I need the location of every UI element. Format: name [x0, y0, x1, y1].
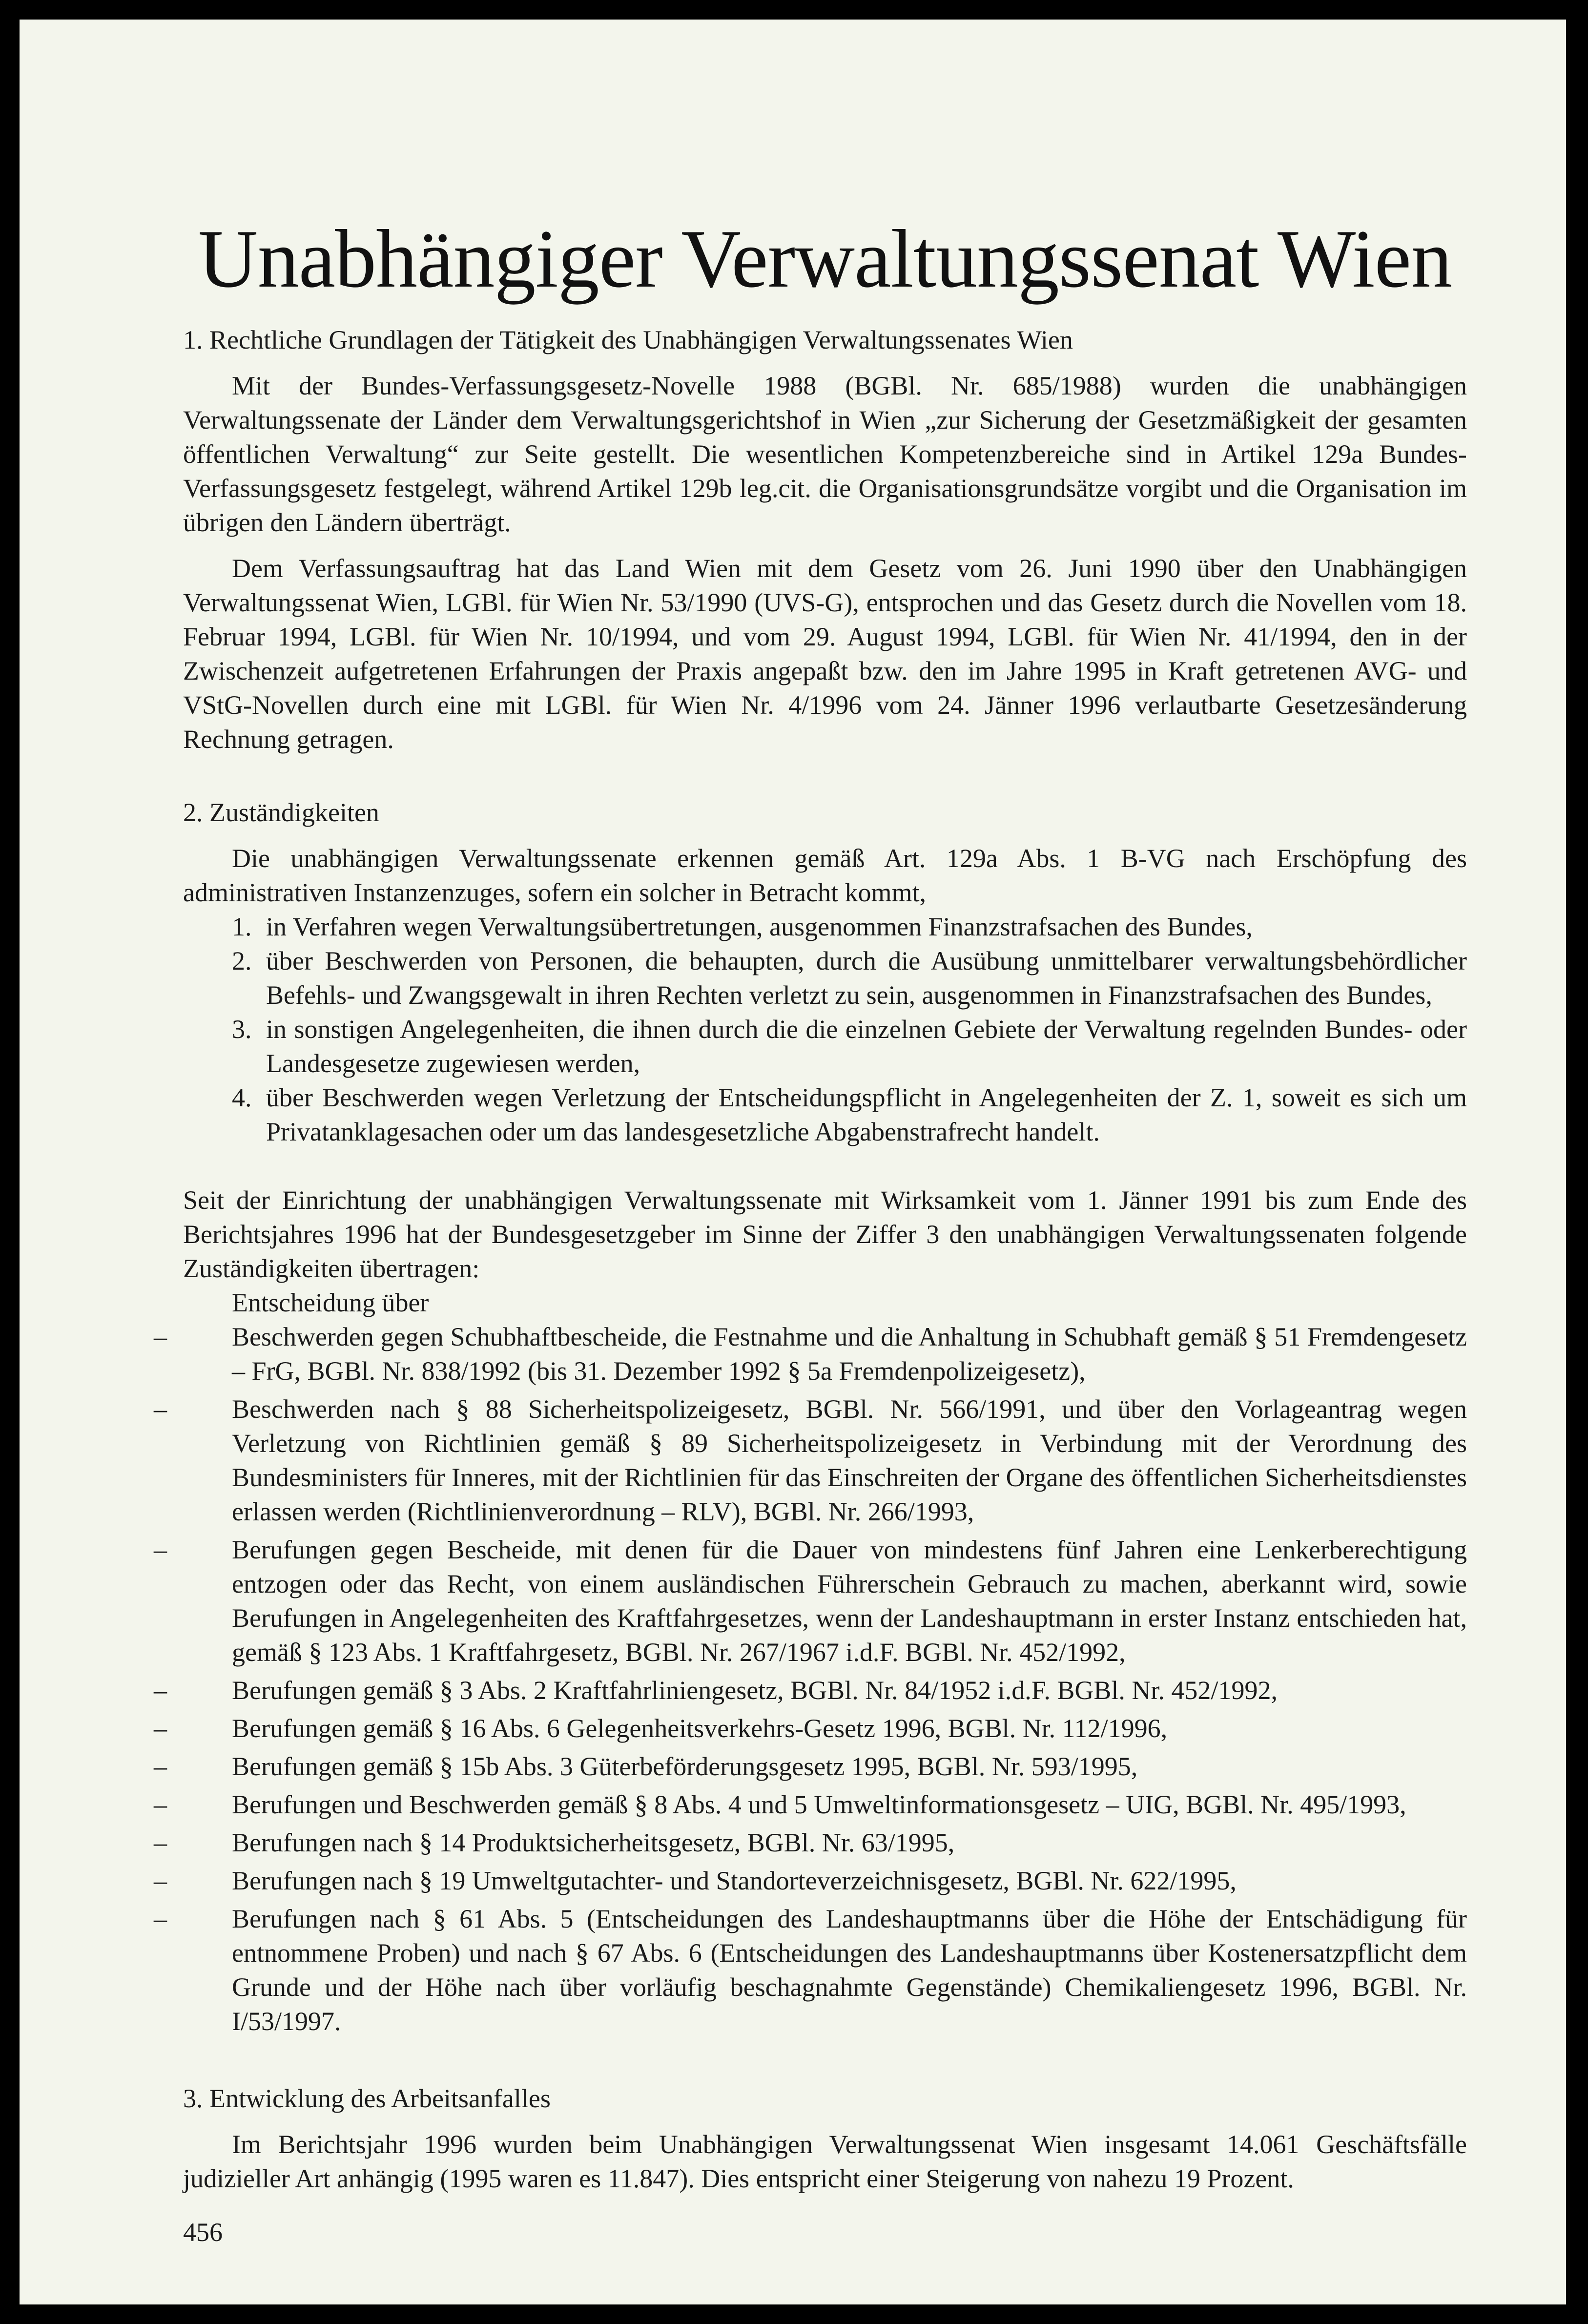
section-2-intro: Die unabhängigen Verwaltungssenate erkennen gemäß Art. 129a Abs. 1 B-VG nach Erschöpfung des administrativen Instanzenzuges, sofern ein solcher in Betracht kommt,: [183, 844, 1467, 907]
page-content: [154, 212, 1467, 2249]
list-item: [154, 1826, 1467, 1860]
page-title: Unabhängiger Verwaltungssenat Wien: [198, 213, 1452, 305]
list-item-text: Berufungen nach § 19 Umweltgutachter- und Standorteverzeichnisgesetz, BGBl. Nr. 622/1995,: [232, 1866, 1237, 1895]
section-2-heading: 2. Zuständigkeiten: [183, 798, 379, 827]
competence-item: [183, 944, 1467, 1012]
list-item-text: Berufungen gemäß § 15b Abs. 3 Güterbeförderungsgesetz 1995, BGBl. Nr. 593/1995,: [232, 1752, 1138, 1781]
competence-item: [183, 1080, 1467, 1149]
list-item-text: Beschwerden gegen Schubhaftbescheide, die Festnahme und die Anhaltung in Schubhaft gemäß § 51 Fremdengesetz – FrG, BGBl. Nr. 838/1992 (bis 31. Dezember 1992 § 5a Fremdenpolizeigesetz),: [232, 1322, 1467, 1386]
section-3-paragraph: Im Berichtsjahr 1996 wurden beim Unabhängigen Verwaltungssenat Wien insgesamt 14.061 Geschäftsfälle judizieller Art anhängig (1995 waren es 11.847). Dies entspricht einer Steigerung von nahezu 19 Prozent.: [183, 2130, 1467, 2193]
item-text: in Verfahren wegen Verwaltungsübertretungen, ausgenommen Finanzstrafsachen des Bundes,: [266, 912, 1253, 941]
list-item-text: Berufungen gemäß § 3 Abs. 2 Kraftfahrliniengesetz, BGBl. Nr. 84/1952 i.d.F. BGBl. Nr. 452/1992,: [232, 1676, 1278, 1705]
item-number: 4.: [232, 1083, 252, 1112]
list-item: [154, 1787, 1467, 1822]
dash-bullet: –: [154, 1904, 167, 1933]
competence-item: [183, 910, 1467, 944]
list-item: [154, 1320, 1467, 1388]
list-item: [154, 1711, 1467, 1745]
dash-bullet: –: [154, 1866, 167, 1895]
item-text: in sonstigen Angelegenheiten, die ihnen durch die die einzelnen Gebiete der Verwaltung regelnden Bundes- oder Landesgesetze zugewiesen werden,: [266, 1015, 1467, 1078]
list-item: [154, 1533, 1467, 1669]
list-item: [154, 1902, 1467, 2038]
page-number: 456: [183, 2218, 223, 2247]
entscheidung-label: Entscheidung über: [232, 1288, 429, 1317]
list-item: [154, 1673, 1467, 1707]
list-item-text: Berufungen nach § 61 Abs. 5 (Entscheidungen des Landeshauptmanns über die Höhe der Entschädigung für entnommene Proben) und nach § 67 Abs. 6 (Entscheidungen des Landeshauptmanns über Kostenersatzpflicht dem Grunde und der Höhe nach über vorläufig beschagnahmte Gegenstände) Chemikaliengesetz 1996, BGBl. Nr. I/53/1997.: [232, 1904, 1467, 2036]
list-item-text: Berufungen nach § 14 Produktsicherheitsgesetz, BGBl. Nr. 63/1995,: [232, 1828, 955, 1857]
dash-bullet: –: [154, 1714, 167, 1743]
dash-bullet: –: [154, 1790, 167, 1819]
dash-bullet: –: [154, 1535, 167, 1564]
responsibilities-list: [154, 1320, 1467, 2038]
list-item: [154, 1392, 1467, 1529]
dash-bullet: –: [154, 1322, 167, 1351]
competence-item: [183, 1012, 1467, 1080]
list-item-text: Beschwerden nach § 88 Sicherheitspolizeigesetz, BGBl. Nr. 566/1991, und über den Vorlageantrag wegen Verletzung von Richtlinien gemäß § 89 Sicherheitspolizeigesetz in Verbindung mit der Verordnung des Bundesministers für Inneres, mit der Richtlinien für das Einschreiten der Organe des öffentlichen Sicherheitsdienstes erlassen werden (Richtlinienverordnung – RLV), BGBl. Nr. 266/1993,: [232, 1394, 1467, 1526]
document-page: [20, 20, 1566, 2304]
item-number: 1.: [232, 912, 252, 941]
dash-bullet: –: [154, 1752, 167, 1781]
section-1-heading: 1. Rechtliche Grundlagen der Tätigkeit des Unabhängigen Verwaltungssenates Wien: [183, 325, 1073, 354]
list-item: [154, 1749, 1467, 1784]
item-number: 2.: [232, 946, 252, 975]
item-text: über Beschwerden wegen Verletzung der Entscheidungspflicht in Angelegenheiten der Z. 1, soweit es sich um Privatanklagesachen oder um das landesgesetzliche Abgabenstrafrecht handelt.: [266, 1083, 1467, 1146]
item-number: 3.: [232, 1015, 252, 1044]
list-item-text: Berufungen gegen Bescheide, mit denen für die Dauer von mindestens fünf Jahren eine Lenkerberechtigung entzogen oder das Recht, von einem ausländischen Führerschein Gebrauch zu machen, aberkannt wird, sowie Berufungen in Angelegenheiten des Kraftfahrgesetzes, wenn der Landeshauptmann in erster Instanz entschieden hat, gemäß § 123 Abs. 1 Kraftfahrgesetz, BGBl. Nr. 267/1967 i.d.F. BGBl. Nr. 452/1992,: [232, 1535, 1467, 1667]
dash-bullet: –: [154, 1676, 167, 1705]
dash-bullet: –: [154, 1394, 167, 1424]
section-1-paragraph: Mit der Bundes-Verfassungsgesetz-Novelle 1988 (BGBl. Nr. 685/1988) wurden die unabhängigen Verwaltungssenate der Länder dem Verwaltungsgerichtshof in Wien „zur Sicherung der Gesetzmäßigkeit der gesamten öffentlichen Verwaltung“ zur Seite gestellt. Die wesentlichen Kompetenzbereiche sind in Artikel 129a Bundes-Verfassungsgesetz festgelegt, während Artikel 129b leg.cit. die Organisationsgrundsätze vorgibt und die Organisation im übrigen den Ländern überträgt.: [183, 371, 1467, 537]
list-item-text: Berufungen und Beschwerden gemäß § 8 Abs. 4 und 5 Umweltinformationsgesetz – UIG, BGBl. Nr. 495/1993,: [232, 1790, 1406, 1819]
dash-bullet: –: [154, 1828, 167, 1857]
list-item-text: Berufungen gemäß § 16 Abs. 6 Gelegenheitsverkehrs-Gesetz 1996, BGBl. Nr. 112/1996,: [232, 1714, 1168, 1743]
item-text: über Beschwerden von Personen, die behaupten, durch die Ausübung unmittelbarer verwaltungsbehördlicher Befehls- und Zwangsgewalt in ihren Rechten verletzt zu sein, ausgenommen in Finanzstrafsachen des Bundes,: [266, 946, 1467, 1010]
section-2-paragraph: Seit der Einrichtung der unabhängigen Verwaltungssenate mit Wirksamkeit vom 1. Jänner 1991 bis zum Ende des Berichtsjahres 1996 hat der Bundesgesetzgeber im Sinne der Ziffer 3 den unabhängigen Verwaltungssenaten folgende Zuständigkeiten übertragen:: [183, 1185, 1467, 1283]
competence-list: [183, 910, 1467, 1149]
list-item: [154, 1864, 1467, 1898]
section-3-heading: 3. Entwicklung des Arbeitsanfalles: [183, 2084, 551, 2113]
section-1-paragraph: Dem Verfassungsauftrag hat das Land Wien mit dem Gesetz vom 26. Juni 1990 über den Unabhängigen Verwaltungssenat Wien, LGBl. für Wien Nr. 53/1990 (UVS-G), entsprochen und das Gesetz durch die Novellen vom 18. Februar 1994, LGBl. für Wien Nr. 10/1994, und vom 29. August 1994, LGBl. für Wien Nr. 41/1994, den in der Zwischenzeit aufgetretenen Erfahrungen der Praxis angepaßt bzw. den im Jahre 1995 in Kraft getretenen AVG- und VStG-Novellen durch eine mit LGBl. für Wien Nr. 4/1996 vom 24. Jänner 1996 verlautbarte Gesetzesänderung Rechnung getragen.: [183, 554, 1467, 754]
